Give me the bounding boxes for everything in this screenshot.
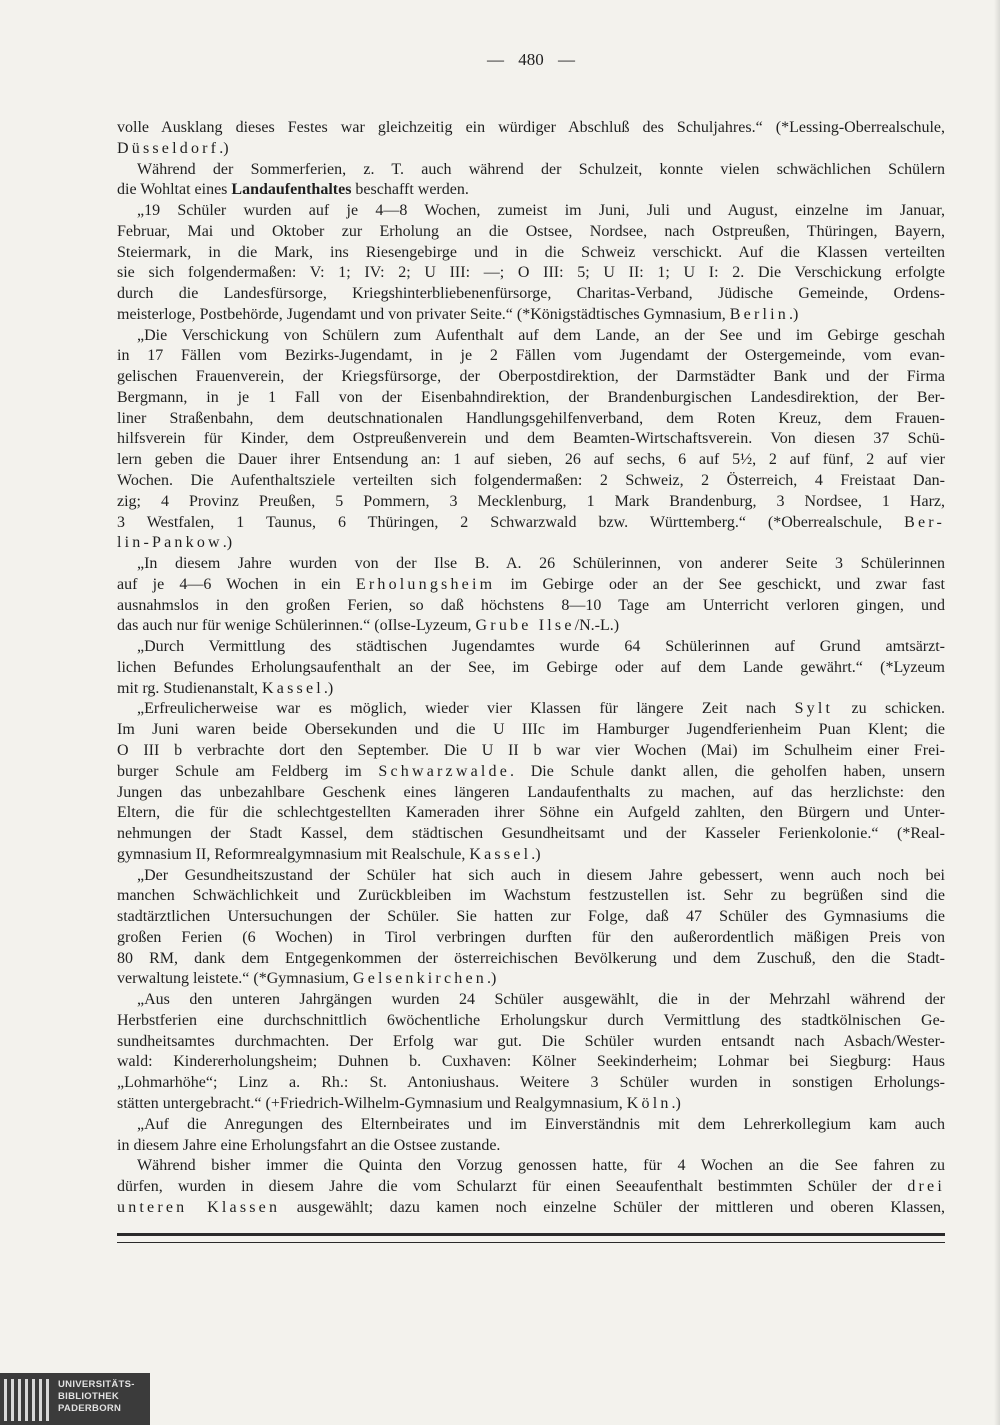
spaced-emphasis-text: Schwarzwalde bbox=[378, 762, 511, 780]
text-segment: „Die Verschickung von Schülern zum Aufenthalt auf dem Lande, an der See und im Gebirge geschah bbox=[137, 326, 945, 344]
text-segment: Bergmann, in je 1 Fall von der Eisenbahndirektion, der Brandenburgischen Landesdirektion, der Ber- bbox=[117, 388, 945, 406]
body-text bbox=[117, 118, 945, 1219]
text-segment: Im Juni waren beide Obersekunden und die U IIIc im Hamburger Jugendferienheim Puan Klent; die bbox=[117, 721, 945, 739]
text-line bbox=[117, 886, 945, 907]
text-segment: .) bbox=[323, 679, 334, 697]
text-line bbox=[117, 471, 945, 492]
paragraph bbox=[117, 990, 945, 1115]
text-line bbox=[117, 118, 945, 139]
text-line bbox=[117, 263, 945, 284]
text-segment: Steiermark, in die Mark, ins Riesengebirge und in die Schweiz verschickt. Auf die Klassen verteilten bbox=[117, 243, 945, 261]
spaced-emphasis-text: Düsseldorf bbox=[117, 139, 220, 157]
paragraph bbox=[117, 1156, 945, 1218]
paragraph bbox=[117, 160, 945, 202]
text-line bbox=[117, 1094, 945, 1115]
text-segment: gelischen Frauenverein, der Kriegsfürsorge, der Oberpostdirektion, der Darmstädter Bank und der Firma bbox=[117, 368, 945, 386]
text-segment: .) bbox=[219, 139, 229, 157]
text-segment: .) bbox=[222, 534, 233, 552]
library-logo bbox=[0, 1373, 150, 1425]
text-line bbox=[117, 845, 945, 866]
text-segment: lern geben die Dauer ihrer Entsendung an: 1 auf sieben, 26 auf sechs, 6 auf 5½, 2 auf fünf, 2 auf vier bbox=[117, 451, 945, 469]
text-line bbox=[117, 907, 945, 928]
text-line bbox=[117, 741, 945, 762]
text-line bbox=[117, 1177, 945, 1198]
text-line bbox=[117, 699, 945, 720]
text-segment: Eltern, die für die schlechtgestellten Kameraden ihrer Söhne ein Aufgeld zahlten, den Bürgern und Unter- bbox=[117, 804, 945, 822]
text-line bbox=[117, 990, 945, 1011]
text-line bbox=[117, 762, 945, 783]
paragraph bbox=[117, 201, 945, 326]
text-segment: 80 RM, dank dem Entgegenkommen der österreichischen Bevölkerung und dem Zuschuß, den die Stadt- bbox=[117, 949, 945, 967]
text-line bbox=[117, 409, 945, 430]
text-line bbox=[117, 1032, 945, 1053]
paragraph bbox=[117, 699, 945, 865]
text-segment: in 17 Fällen vom Bezirks-Jugendamt, in je 2 Fällen vom Jugendamt der Ostergemeinde, vom evan- bbox=[117, 347, 945, 365]
logo-bars-icon bbox=[4, 1379, 52, 1421]
text-segment: ausgewählt; dazu kamen noch einzelne Schüler der mittleren und oberen Klassen, bbox=[280, 1198, 945, 1216]
text-line bbox=[117, 949, 945, 970]
paragraph bbox=[117, 326, 945, 554]
text-line bbox=[117, 637, 945, 658]
text-segment: die Wohltat eines bbox=[117, 181, 232, 199]
text-line bbox=[117, 429, 945, 450]
paragraph bbox=[117, 866, 945, 991]
text-line bbox=[117, 1156, 945, 1177]
text-line bbox=[117, 658, 945, 679]
paragraph bbox=[117, 637, 945, 699]
text-segment: „Der Gesundheitszustand der Schüler hat sich auch in diesem Jahre gebessert, wenn auch noch bei bbox=[137, 866, 945, 884]
text-segment: sie sich folgendermaßen: V: 1; IV: 2; U III: —; O III: 5; U II: 1; U I: 2. Die Verschickung erfolgte bbox=[117, 264, 945, 282]
text-segment: das auch nur für wenige Schülerinnen.“ (oIlse-Lyzeum, bbox=[117, 617, 476, 635]
text-segment: nehmungen der Stadt Kassel, dem städtischen Gesundheitsamt und der Kasseler Ferienkolonie.“ (*Real- bbox=[117, 825, 945, 843]
text-line bbox=[117, 450, 945, 471]
text-segment: stätten untergebracht.“ (+Friedrich-Wilhelm-Gymnasium und Realgymnasium, bbox=[117, 1094, 627, 1112]
spaced-emphasis-text: drei bbox=[907, 1178, 945, 1196]
spaced-emphasis-text: Grube Ilse bbox=[475, 617, 575, 635]
text-segment: beschafft werden. bbox=[351, 181, 469, 199]
text-line bbox=[117, 720, 945, 741]
page-edge-shadow bbox=[994, 0, 1000, 1425]
spaced-emphasis-text: Ber- bbox=[904, 513, 945, 531]
text-segment: mit rg. Studienanstalt, bbox=[117, 679, 263, 697]
text-line bbox=[117, 866, 945, 887]
text-segment: „Lohmarhöhe“; Linz a. Rh.: St. Antoniushaus. Weitere 3 Schüler wurden in sonstigen Erholungs- bbox=[117, 1074, 945, 1092]
paragraph bbox=[117, 554, 945, 637]
text-line bbox=[117, 139, 945, 160]
text-segment: in diesem Jahre eine Erholungsfahrt an die Ostsee zustande. bbox=[117, 1136, 501, 1154]
logo-line-3: PADERBORN bbox=[58, 1403, 122, 1414]
text-segment: Jungen das unbezahlbare Geschenk eines längeren Landaufenthalts zu machen, auf das herzlichste: den bbox=[117, 783, 945, 801]
spaced-emphasis-text: Köln bbox=[626, 1094, 672, 1112]
text-segment: „Durch Vermittlung des städtischen Jugendamtes wurde 64 Schülerinnen auf Grund amtsärzt- bbox=[137, 638, 945, 656]
text-segment: dürfen, wurden in diesem Jahre die vom Schularzt für einen Seeaufenthalt bestimmten Schüler der bbox=[117, 1178, 908, 1196]
text-segment: durch die Landesfürsorge, Kriegshinterbliebenenfürsorge, Charitas-Verband, Jüdische Gemeinde, Ordens- bbox=[117, 285, 945, 303]
paragraph bbox=[117, 1115, 945, 1157]
text-line bbox=[117, 222, 945, 243]
text-line bbox=[117, 533, 945, 554]
text-segment: stadtärztlichen Untersuchungen der Schüler. Sie hatten zur Folge, daß 47 Schüler des Gymnasiums die bbox=[117, 908, 945, 926]
text-segment: Februar, Mai und Oktober zur Erholung an die Ostsee, Nordsee, nach Ostpreußen, Thüringen, Bayern, bbox=[117, 222, 945, 240]
text-segment: Während der Sommerferien, z. T. auch während der Schulzeit, konnte vielen schwächlichen Schülern bbox=[137, 160, 945, 178]
logo-line-1: UNIVERSITÄTS- bbox=[58, 1379, 135, 1390]
text-segment: 3 Westfalen, 1 Taunus, 6 Thüringen, 2 Schwarzwald bzw. Württemberg.“ (*Oberrealschule, bbox=[117, 513, 905, 531]
spaced-emphasis-text: Sylt bbox=[794, 700, 834, 718]
text-line bbox=[117, 305, 945, 326]
text-segment: auf je 4—6 Wochen in ein bbox=[117, 575, 356, 593]
spaced-emphasis-text: Gelsenkirchen bbox=[352, 970, 487, 988]
text-line bbox=[117, 783, 945, 804]
text-segment: manchen Schwächlichkeit und Zurückbleiben im Wachstum festzustellen ist. Sehr zu begrüßen sind die bbox=[117, 887, 945, 905]
spaced-emphasis-text: Kassel bbox=[262, 679, 324, 697]
text-segment: .) bbox=[531, 845, 541, 863]
spaced-emphasis-text: Berlin bbox=[729, 305, 789, 323]
text-segment: .) bbox=[788, 305, 799, 323]
text-line bbox=[117, 201, 945, 222]
text-line bbox=[117, 824, 945, 845]
text-line bbox=[117, 388, 945, 409]
text-line bbox=[117, 616, 945, 637]
text-segment: Wochen. Die Aufenthaltsziele verteilten sich folgendermaßen: 2 Schweiz, 2 Österreich, 4 Freistaat Dan- bbox=[117, 472, 945, 490]
text-segment: „In diesem Jahre wurden von der Ilse B. A. 26 Schülerinnen, von anderer Seite 3 Schülerinnen bbox=[137, 555, 945, 573]
text-segment: volle Ausklang dieses Festes war gleichzeitig ein würdiger Abschluß des Schuljahres.“ (*Lessing-Oberrealschule, bbox=[117, 119, 945, 136]
text-segment: wald: Kindererholungsheim; Duhnen b. Cuxhaven: Kölner Seekinderheim; Lohmar bei Siegburg: Haus bbox=[117, 1053, 945, 1071]
text-segment: hilfsverein für Kinder, dem Ostpreußenverein und dem Beamten-Wirtschaftsverein. Von diesen 37 Schü- bbox=[117, 430, 945, 448]
text-line bbox=[117, 492, 945, 513]
text-segment: . Die Schule dankt allen, die geholfen haben, unsern bbox=[510, 762, 945, 780]
spaced-emphasis-text: lin-Pankow bbox=[117, 534, 223, 552]
bold-emphasis-text: Landaufenthaltes bbox=[231, 181, 352, 199]
text-segment: .) bbox=[486, 970, 497, 988]
text-segment: „Erfreulicherweise war es möglich, wieder vier Klassen für längere Zeit nach bbox=[137, 700, 795, 718]
text-line bbox=[117, 1073, 945, 1094]
logo-line-2: BIBLIOTHEK bbox=[58, 1391, 120, 1402]
logo-text bbox=[58, 1379, 135, 1415]
text-line bbox=[117, 346, 945, 367]
paragraph bbox=[117, 118, 945, 160]
text-line bbox=[117, 679, 945, 700]
text-segment: O III b verbrachte dort den September. Die U II b war vier Wochen (Mai) im Schulheim einer Frei- bbox=[117, 741, 945, 759]
text-segment: .) bbox=[671, 1094, 681, 1112]
text-segment: Während bisher immer die Quinta den Vorzug genossen hatte, für 4 Wochen an die See fahren zu bbox=[137, 1157, 945, 1175]
text-line bbox=[117, 160, 945, 181]
text-line bbox=[117, 367, 945, 388]
text-segment: „19 Schüler wurden auf je 4—8 Wochen, zumeist im Juni, Juli und August, einzelne im Januar, bbox=[137, 202, 945, 220]
text-line bbox=[117, 326, 945, 347]
text-segment: sundheitsamtes durchmachten. Der Erfolg war gut. Die Schüler wurden entsandt nach Asbach/Wester- bbox=[117, 1032, 945, 1050]
text-line bbox=[117, 1115, 945, 1136]
text-segment: im Gebirge oder an der See geschickt, und zwar fast bbox=[495, 575, 945, 593]
spaced-emphasis-text: Erholungsheim bbox=[355, 575, 496, 593]
text-line bbox=[117, 1198, 945, 1219]
text-segment: liner Straßenbahn, dem deutschnationalen Handlungsgehilfenverband, dem Roten Kreuz, dem Frauen- bbox=[117, 409, 945, 427]
text-line bbox=[117, 969, 945, 990]
text-segment: zu schicken. bbox=[833, 700, 945, 718]
spaced-emphasis-text: unteren Klassen bbox=[117, 1198, 281, 1216]
text-segment: verwaltung leistete.“ (*Gymnasium, bbox=[117, 970, 353, 988]
text-line bbox=[117, 180, 945, 201]
text-segment: gymnasium II, Reformrealgymnasium mit Realschule, bbox=[117, 845, 470, 863]
text-segment: „Aus den unteren Jahrgängen wurden 24 Schüler ausgewählt, die in der Mehrzahl während der bbox=[137, 991, 945, 1009]
text-segment: Herbstferien eine durchschnittlich 6wöchentliche Erholungskur durch Vermittlung des stadtkölnischen Ge- bbox=[117, 1011, 945, 1029]
text-line bbox=[117, 243, 945, 264]
text-segment: /N.-L.) bbox=[574, 617, 620, 635]
text-segment: lichen Befundes Erholungsaufenthalt an der See, im Gebirge oder auf dem Lande gewährt.“ (*Lyzeum bbox=[117, 658, 945, 676]
text-line bbox=[117, 596, 945, 617]
text-line bbox=[117, 575, 945, 596]
text-segment: „Auf die Anregungen des Elternbeirates und im Einverständnis mit dem Lehrerkollegium kam auch bbox=[137, 1115, 945, 1133]
text-line bbox=[117, 1011, 945, 1032]
text-segment: zig; 4 Provinz Preußen, 5 Pommern, 3 Mecklenburg, 1 Mark Brandenburg, 3 Nordsee, 1 Harz, bbox=[117, 492, 945, 510]
text-line bbox=[117, 1136, 945, 1157]
text-line bbox=[117, 554, 945, 575]
page-number: — 480 — bbox=[487, 50, 575, 69]
text-line bbox=[117, 928, 945, 949]
text-segment: ausnahmslos in den großen Ferien, so daß höchstens 8—10 Tage am Unterricht verloren gingen, und bbox=[117, 596, 945, 614]
text-segment: großen Ferien (6 Wochen) in Tirol verbringen durften für den außerordentlich mäßigen Preis von bbox=[117, 928, 945, 946]
text-segment: meisterloge, Postbehörde, Jugendamt und von privater Seite.“ (*Königstädtisches Gymnasium, bbox=[117, 305, 730, 323]
text-line bbox=[117, 513, 945, 534]
text-line bbox=[117, 284, 945, 305]
text-segment: burger Schule am Feldberg im bbox=[117, 762, 379, 780]
text-line bbox=[117, 803, 945, 824]
spaced-emphasis-text: Kassel bbox=[469, 845, 532, 863]
double-rule-divider bbox=[117, 1233, 945, 1243]
text-line bbox=[117, 1052, 945, 1073]
